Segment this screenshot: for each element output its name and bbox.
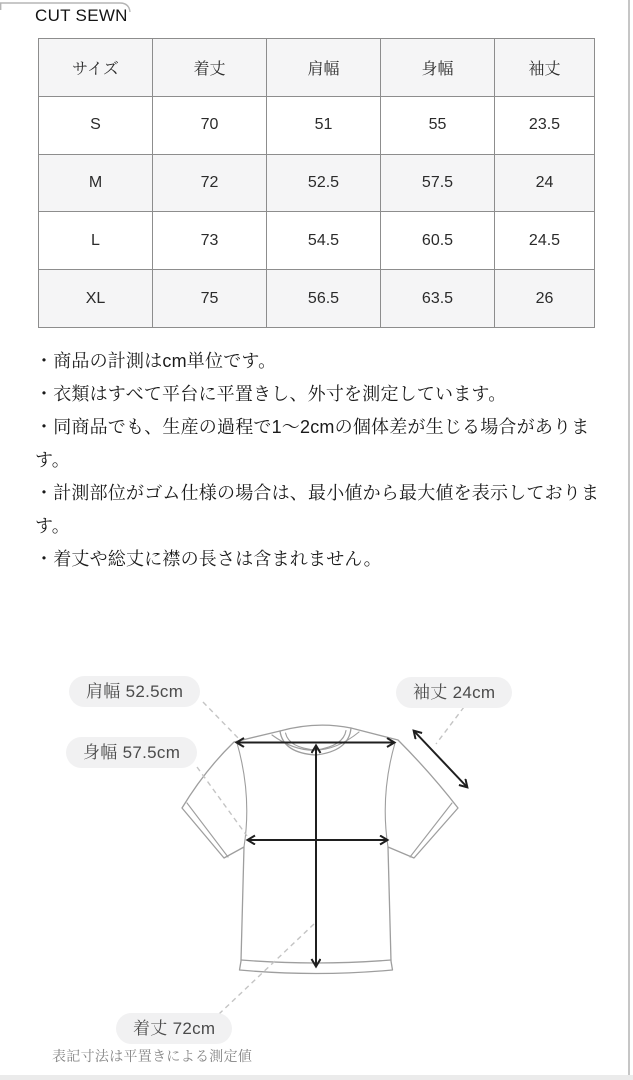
cell-value: 60.5 [381, 212, 495, 270]
bottom-section-divider [0, 1075, 633, 1080]
note-item: ・着丈や総丈に襟の長さは含まれません。 [35, 549, 382, 569]
cell-value: 26 [495, 270, 595, 328]
cell-value: 54.5 [267, 212, 381, 270]
cell-value: 24.5 [495, 212, 595, 270]
cell-value: 23.5 [495, 96, 595, 154]
label-connectors [197, 702, 464, 1014]
page-title: CUT SEWN [35, 6, 128, 25]
sleeve-length-arrow [414, 731, 467, 787]
body-width-label: 身幅 57.5cm [66, 737, 197, 768]
cell-size: S [39, 96, 153, 154]
cell-size: XL [39, 270, 153, 328]
size-table [38, 38, 595, 328]
table-row-l [39, 212, 595, 270]
cell-size: L [39, 212, 153, 270]
tshirt-measurement-diagram [0, 600, 633, 1080]
cell-value: 24 [495, 154, 595, 212]
length-connector-line [219, 924, 314, 1014]
note-item: ・同商品でも、生産の過程で1〜2cmの個体差が生じる場合があります。 [35, 417, 590, 470]
shirt-outline [182, 725, 458, 973]
shoulder-connector-line [203, 702, 240, 740]
cell-value: 52.5 [267, 154, 381, 212]
measurement-notes [35, 345, 600, 576]
cell-value: 75 [153, 270, 267, 328]
header-cell-length: 着丈 [153, 39, 267, 97]
cell-value: 73 [153, 212, 267, 270]
table-row-m [39, 154, 595, 212]
header-cell-sleeve: 袖丈 [495, 39, 595, 97]
shoulder-width-label: 肩幅 52.5cm [69, 676, 200, 707]
cell-value: 51 [267, 96, 381, 154]
cell-value: 55 [381, 96, 495, 154]
header-cell-body: 身幅 [381, 39, 495, 97]
header-cell-shoulder: 肩幅 [267, 39, 381, 97]
diagram-footnote: 表記寸法は平置きによる測定値 [52, 1048, 253, 1064]
table-row-s [39, 96, 595, 154]
table-row-xl [39, 270, 595, 328]
cell-value: 72 [153, 154, 267, 212]
cell-value: 56.5 [267, 270, 381, 328]
sleeve-connector-line [436, 707, 464, 744]
cell-size: M [39, 154, 153, 212]
sleeve-length-label: 袖丈 24cm [396, 677, 512, 708]
cell-value: 63.5 [381, 270, 495, 328]
cell-value: 57.5 [381, 154, 495, 212]
length-label: 着丈 72cm [116, 1013, 232, 1044]
page-right-border [628, 0, 630, 1080]
cell-value: 70 [153, 96, 267, 154]
note-item: ・商品の計測はcm単位です。 [35, 351, 277, 371]
note-item: ・計測部位がゴム仕様の場合は、最小値から最大値を表示しております。 [35, 483, 600, 536]
header-cell-size: サイズ [39, 39, 153, 97]
table-header-row [39, 39, 595, 97]
note-item: ・衣類はすべて平台に平置きし、外寸を測定しています。 [35, 384, 507, 404]
